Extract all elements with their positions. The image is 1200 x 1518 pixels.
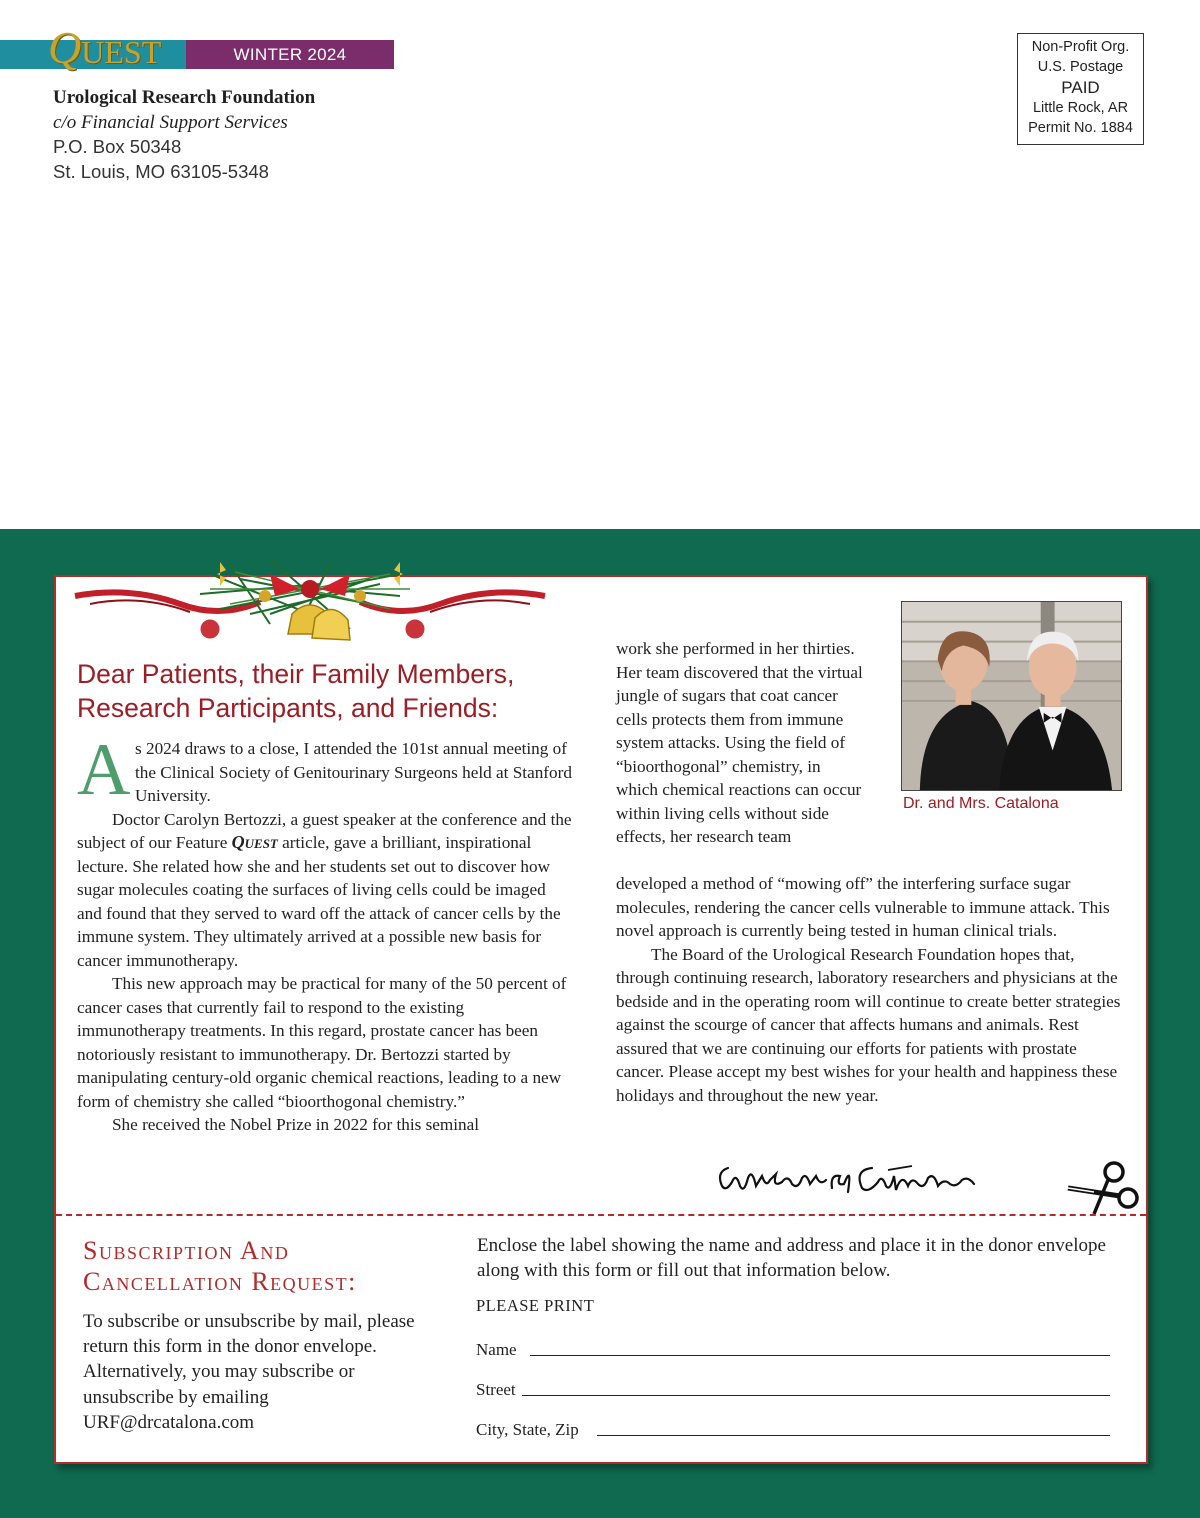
form-title-line2: Cancellation Request:	[83, 1267, 357, 1296]
letter-column-2-narrow	[616, 637, 866, 849]
name-label: Name	[476, 1340, 517, 1359]
postage-line5: Permit No. 1884	[1028, 120, 1133, 136]
paragraph-4: She received the Nobel Prize in 2022 for this seminal	[112, 1115, 480, 1134]
dashed-cut-line	[56, 1214, 1146, 1216]
paragraph-4-continued: work she performed in her thirties. Her team discovered that the virtual jungle of sugars that coat cancer cells protects them from immune system attacks. Using the field of “bioorthogonal” chemistry, in which chemical reactions can occur within living cells without side effects, her research team	[616, 639, 863, 846]
return-org: Urological Research Foundation	[53, 87, 316, 108]
catalona-photo	[901, 601, 1122, 791]
headline-line1: Dear Patients, their Family Members,	[77, 659, 515, 689]
postage-indicia	[1017, 33, 1144, 145]
headline-line2: Research Participants, and Friends:	[77, 693, 499, 723]
paragraph-1-text: s 2024 draws to a close, I attended the 101st annual meeting of the Clinical Society of Genitourinary Surgeons held at Stanford University.	[135, 739, 572, 805]
return-address	[53, 86, 315, 184]
postage-line4: Little Rock, AR	[1032, 100, 1129, 116]
enclose-instructions: Enclose the label showing the name and address and place it in the donor envelope along with this form or fill out that information below.	[477, 1235, 1106, 1281]
name-field[interactable]	[530, 1355, 1110, 1356]
paragraph-3: This new approach may be practical for many of the 50 percent of cancer cases that currently fail to respond to the existing immunotherapy treatments. In this regard, prostate cancer has been notoriously resistant to immunotherapy. Dr. Bertozzi started by manipulating century-old organic chemical reactions, leading to a new form of chemistry she called “bioorthogonal chemistry.”	[77, 974, 567, 1111]
scissors-icon	[1064, 1158, 1140, 1218]
please-print-label: PLEASE PRINT	[476, 1296, 595, 1315]
form-instructions: To subscribe or unsubscribe by mail, please return this form in the donor envelope. Alternatively, you may subscribe or unsubscribe by emailing URF@drcatalona.com	[83, 1311, 415, 1433]
city-state-zip-label: City, State, Zip	[476, 1420, 579, 1439]
form-title	[83, 1235, 357, 1297]
holiday-garland-icon	[70, 534, 550, 654]
dropcap-letter: A	[77, 729, 131, 811]
city-state-zip-field[interactable]	[597, 1435, 1110, 1436]
return-city: St. Louis, MO 63105-5348	[53, 160, 269, 182]
return-care-of: c/o Financial Support Services	[53, 111, 288, 133]
quest-inline-mark: Quest	[231, 832, 278, 852]
postage-line1: Non-Profit Org.	[1031, 39, 1130, 55]
quest-logo: QUEST	[48, 22, 162, 73]
paragraph-4-end: developed a method of “mowing off” the interfering surface sugar molecules, rendering the cancer cells vulnerable to immune attack. This novel approach is currently being tested in human clinical trials.	[616, 874, 1110, 940]
paragraph-1	[77, 729, 573, 811]
letter-column-1	[77, 729, 573, 1137]
street-field[interactable]	[522, 1395, 1110, 1396]
paragraph-5: The Board of the Urological Research Foundation hopes that, through continuing research, laboratory researchers and physicians at the bedside and in the operating room will continue to create better strategies against the scourge of cancer that affects humans and animals. Rest assured that we are continuing our efforts for patients with prostate cancer. Please accept my best wishes for your health and happiness these holidays and throughout the new year.	[616, 944, 1121, 1105]
paragraph-2-after: article, gave a brilliant, inspirational lecture. She related how she and her students set out to discover how sugar molecules coating the surfaces of living cells could be imaged and found that they served to ward off the attack of cancer cells by the immune system. They ultimately arrived at a possible new basis for cancer immunotherapy.	[77, 833, 561, 970]
paragraph-2-before: Doctor Carolyn Bertozzi, a guest speaker at the conference and the subject of our Feature	[77, 809, 572, 852]
letter-column-2-wide	[616, 872, 1126, 1107]
issue-label: WINTER 2024	[186, 40, 394, 69]
street-label: Street	[476, 1380, 516, 1399]
paragraph-2	[77, 808, 573, 973]
form-title-line1: Subscription And	[83, 1236, 290, 1265]
return-po-box: P.O. Box 50348	[53, 136, 182, 157]
postage-line2: U.S. Postage	[1037, 59, 1124, 75]
photo-caption: Dr. and Mrs. Catalona	[903, 795, 1059, 812]
postage-paid: PAID	[1061, 78, 1100, 97]
signature-icon	[712, 1158, 982, 1202]
letter-headline	[77, 657, 597, 725]
